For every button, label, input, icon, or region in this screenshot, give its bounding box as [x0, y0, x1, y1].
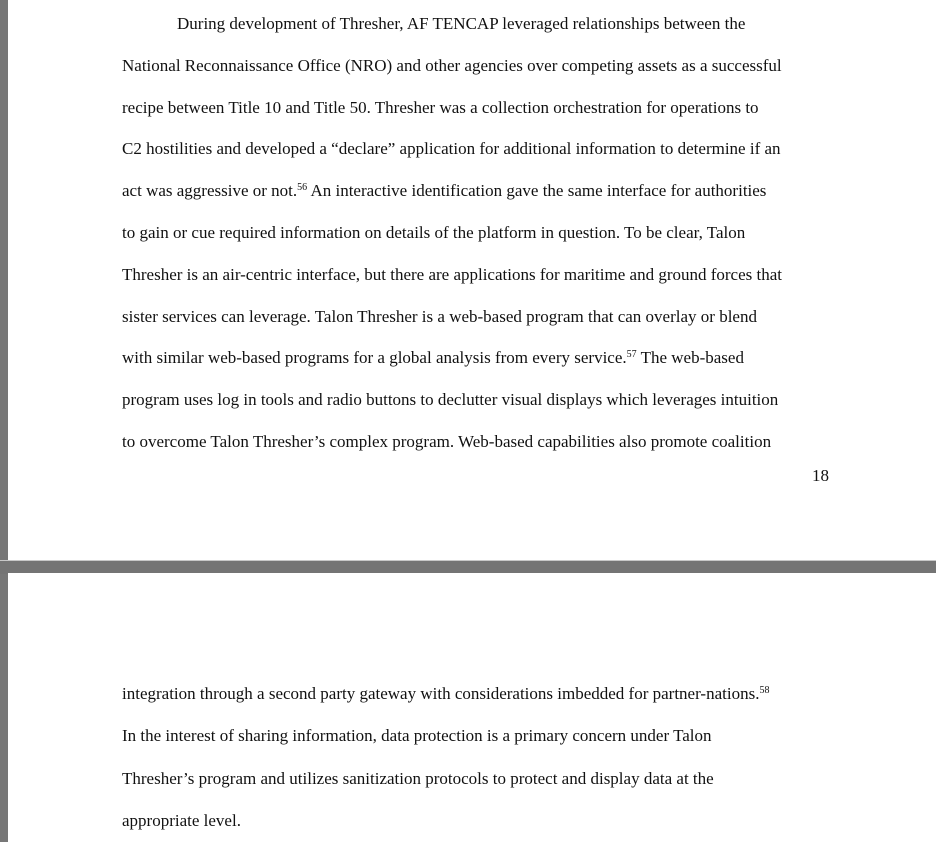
line-text: In the interest of sharing information, data protection is a primary concern under Talon [122, 726, 712, 746]
paragraph-line [122, 265, 782, 285]
paragraph-line [122, 181, 766, 201]
paragraph-line [122, 139, 781, 159]
line-text: Thresher is an air-centric interface, but there are applications for maritime and ground forces that [122, 264, 783, 284]
line-text: recipe between Title 10 and Title 50. Thresher was a collection orchestration for operations to [122, 97, 759, 117]
line-text: Thresher’s program and utilizes sanitization protocols to protect and display data at the [122, 768, 714, 788]
line-text: An interactive identification gave the same interface for authorities [307, 181, 767, 201]
footnote-reference[interactable]: 56 [297, 182, 308, 194]
paragraph-line [122, 390, 778, 410]
line-text: to gain or cue required information on details of the platform in question. To be clear, Talon [122, 223, 746, 242]
footnote-reference[interactable]: 57 [626, 349, 637, 361]
footnote-reference[interactable]: 58 [759, 685, 770, 696]
page-separator [0, 560, 936, 574]
document-page-19 [8, 573, 936, 842]
paragraph-line [122, 811, 241, 831]
line-text: appropriate level. [122, 810, 241, 830]
paragraph-line [122, 684, 769, 704]
paragraph-line [122, 223, 745, 243]
paragraph-line [122, 56, 782, 76]
paragraph-line [122, 348, 744, 368]
paragraph-line [122, 98, 759, 118]
line-text: to overcome Talon Thresher’s complex program. Web-based capabilities also promote coalition [122, 432, 772, 451]
line-text: with similar web-based programs for a global analysis from every service. [122, 348, 627, 368]
paragraph-line [177, 14, 745, 34]
line-text: sister services can leverage. Talon Thresher is a web-based program that can overlay or blend [122, 306, 757, 326]
line-text: The web-based [636, 348, 744, 368]
paragraph-line [122, 432, 771, 452]
document-page-18 [8, 0, 936, 560]
line-text: National Reconnaissance Office (NRO) and other agencies over competing assets as a successful [122, 55, 782, 75]
line-text: program uses log in tools and radio buttons to declutter visual displays which leverages intuition [122, 390, 779, 410]
paragraph-line [122, 726, 712, 746]
line-text: C2 hostilities and developed a “declare” application for additional information to determine if an [122, 139, 781, 159]
paragraph-line [122, 307, 757, 327]
page-number: 18 [812, 466, 829, 485]
line-text: During development of Thresher, AF TENCAP leveraged relationships between the [177, 14, 746, 33]
line-text: integration through a second party gateway with considerations imbedded for partner-nations. [122, 684, 760, 703]
paragraph-line [122, 769, 714, 789]
line-text: act was aggressive or not. [122, 181, 298, 201]
